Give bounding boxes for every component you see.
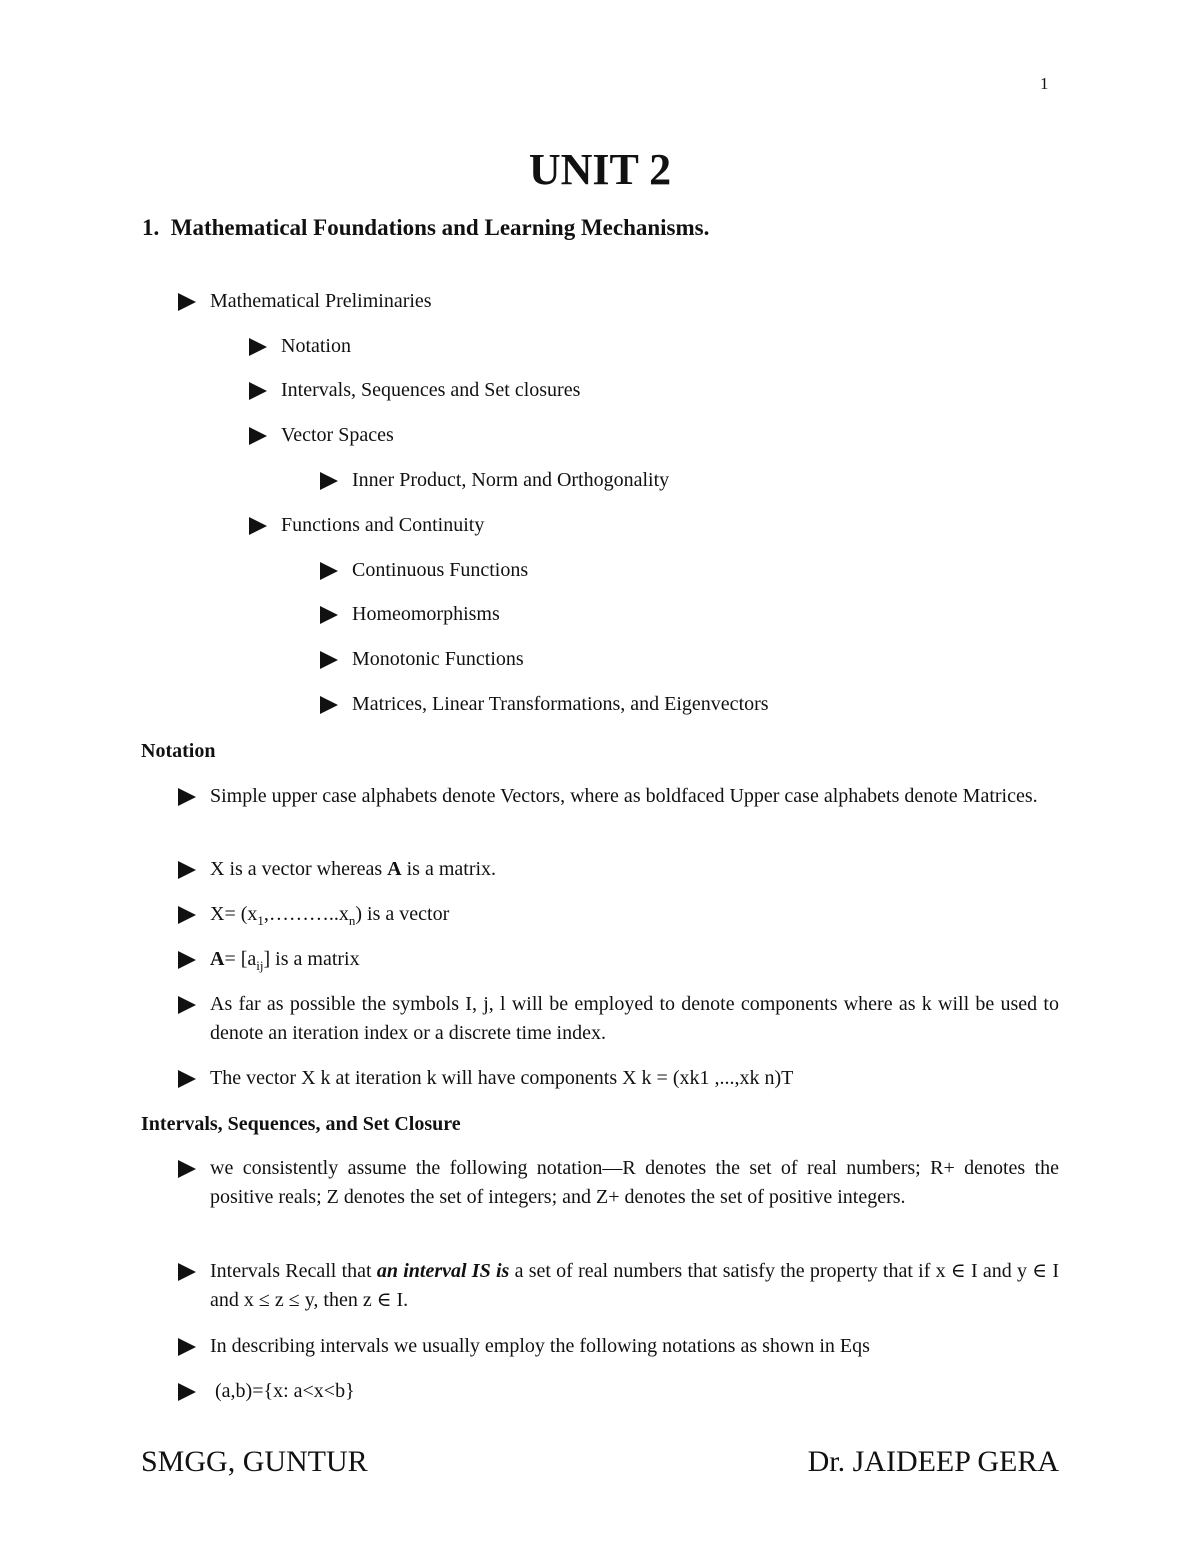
emphasis-text: an interval IS is [376, 1260, 510, 1282]
triangle-bullet-icon [320, 696, 338, 714]
text-run: a set of real numbers that satisfy the property that if x ∈ I and y ∈ I and x ≤ z ≤ y, then z ∈ I. [210, 1260, 1059, 1311]
intervals-item [178, 1377, 1059, 1406]
triangle-bullet-icon [178, 1383, 196, 1401]
triangle-bullet-icon [249, 338, 267, 356]
page-number: 1 [1040, 74, 1049, 93]
notation-item-text [210, 900, 1059, 929]
notation-item [178, 990, 1059, 1048]
text-run: ,………..x [263, 903, 349, 925]
triangle-bullet-icon [320, 472, 338, 490]
notation-item [178, 900, 1059, 929]
triangle-bullet-icon [178, 293, 196, 311]
outline-item [249, 421, 394, 450]
notation-item-text: The vector X k at iteration k will have components X k = (xk1 ,...,xk n)T [210, 1067, 794, 1089]
intervals-item [178, 1332, 1059, 1361]
triangle-bullet-icon [178, 906, 196, 924]
notation-item-text [210, 945, 1059, 974]
outline-item-text: Notation [281, 335, 351, 357]
notation-item-text: Simple upper case alphabets denote Vectors, where as boldfaced Upper case alphabets denote Matrices. [210, 785, 1038, 807]
notation-item-text [210, 855, 1059, 884]
outline-item-text: Homeomorphisms [352, 603, 500, 625]
intervals-item-text [210, 1257, 1059, 1315]
intervals-item-text: In describing intervals we usually employ the following notations as shown in Eqs [210, 1335, 870, 1357]
notation-item [178, 1064, 1059, 1093]
outline-item [320, 466, 669, 495]
text-run: X= (x [210, 903, 258, 925]
unit-title: UNIT 2 [528, 145, 672, 194]
triangle-bullet-icon [178, 1070, 196, 1088]
outline-item [320, 556, 528, 585]
outline-item [178, 287, 432, 316]
outline-item-text: Inner Product, Norm and Orthogonality [352, 469, 670, 491]
triangle-bullet-icon [320, 562, 338, 580]
subscript: ij [256, 958, 264, 973]
notation-item [178, 855, 1059, 884]
outline-item-text: Mathematical Preliminaries [210, 290, 432, 312]
notation-item [178, 782, 1059, 811]
section-title: Mathematical Foundations and Learning Mechanisms. [170, 215, 710, 240]
outline-item [320, 690, 769, 719]
triangle-bullet-icon [249, 517, 267, 535]
triangle-bullet-icon [178, 996, 196, 1014]
footer-author: Dr. JAIDEEP GERA [807, 1445, 1059, 1478]
matrix-symbol: A [387, 858, 402, 880]
outline-item-text: Continuous Functions [352, 559, 529, 581]
triangle-bullet-icon [178, 1160, 196, 1178]
section-number: 1. [142, 215, 160, 240]
notation-heading: Notation [141, 740, 216, 762]
subscript: n [348, 913, 356, 928]
text-run: ] is a matrix [263, 948, 360, 970]
subscript: 1 [257, 913, 264, 928]
text-run: X is a vector whereas [210, 858, 388, 880]
outline-item [249, 376, 580, 405]
intervals-heading: Intervals, Sequences, and Set Closure [141, 1113, 461, 1135]
intervals-item-text: (a,b)={x: a<x<b} [210, 1380, 355, 1402]
triangle-bullet-icon [178, 1263, 196, 1281]
text-run: = [a [224, 948, 257, 970]
footer-institution: SMGG, GUNTUR [141, 1445, 368, 1478]
triangle-bullet-icon [178, 951, 196, 969]
text-run: ) is a vector [355, 903, 450, 925]
intervals-item [178, 1154, 1059, 1212]
outline-item-text: Monotonic Functions [352, 648, 524, 670]
outline-item-text: Vector Spaces [281, 424, 394, 446]
notation-item [178, 945, 1059, 974]
outline-item-text: Intervals, Sequences and Set closures [281, 379, 581, 401]
intervals-item [178, 1257, 1059, 1315]
triangle-bullet-icon [249, 382, 267, 400]
triangle-bullet-icon [320, 651, 338, 669]
outline-item [249, 332, 351, 361]
outline-item-text: Functions and Continuity [281, 514, 485, 536]
matrix-symbol: A [210, 948, 225, 970]
outline-item [249, 511, 484, 540]
section-heading [142, 212, 709, 244]
notation-item-text: As far as possible the symbols I, j, l will be employed to denote components where as k will be used to denote an iteration index or a discrete time index. [210, 993, 1059, 1044]
triangle-bullet-icon [178, 861, 196, 879]
outline-item-text: Matrices, Linear Transformations, and Eigenvectors [352, 693, 769, 715]
triangle-bullet-icon [178, 788, 196, 806]
outline-item [320, 645, 524, 674]
triangle-bullet-icon [320, 606, 338, 624]
text-run: is a matrix. [401, 858, 497, 880]
triangle-bullet-icon [178, 1338, 196, 1356]
triangle-bullet-icon [249, 427, 267, 445]
intervals-item-text: we consistently assume the following notation—R denotes the set of real numbers; R+ denotes the positive reals; Z denotes the set of integers; and Z+ denotes the set of positive integers. [210, 1157, 1059, 1208]
outline-item [320, 600, 500, 629]
text-run: Intervals Recall that [210, 1260, 377, 1282]
